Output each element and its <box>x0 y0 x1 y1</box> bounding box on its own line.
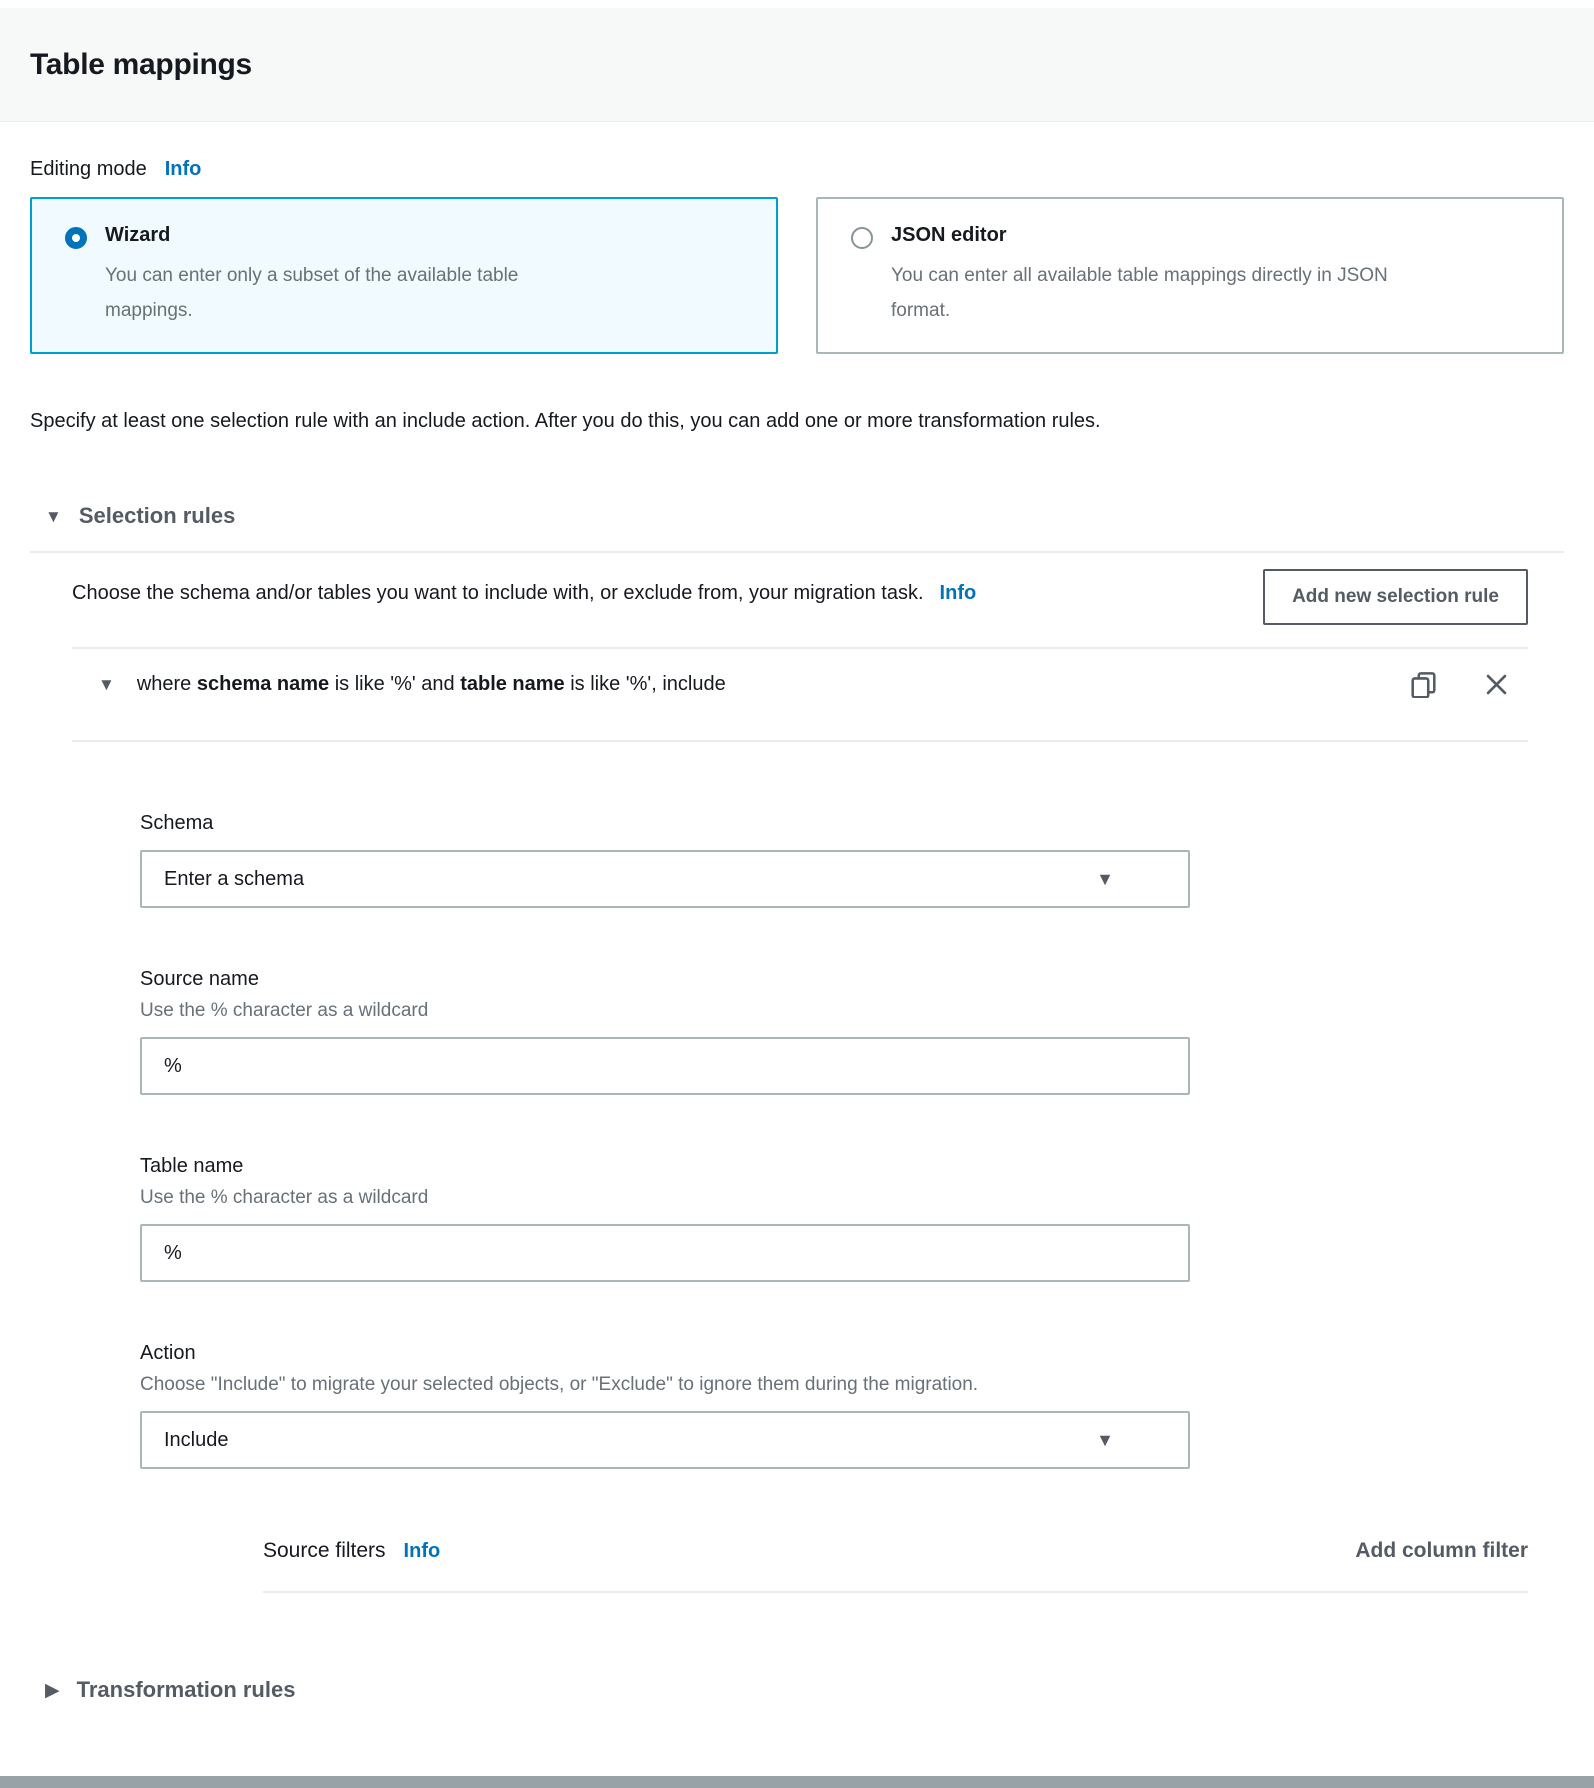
source-name-label: Source name <box>140 968 259 991</box>
action-label: Action <box>140 1342 196 1365</box>
source-name-hint: Use the % character as a wildcard <box>140 1000 429 1022</box>
rule-actions <box>1410 671 1524 698</box>
intro-text: Specify at least one selection rule with an include action. After you do this, you can add one or more transformation rules. <box>30 410 1101 433</box>
action-select[interactable] <box>140 1411 1190 1469</box>
json-editor-option-description: You can enter all available table mappings directly in JSON format. <box>891 265 1388 322</box>
add-new-selection-rule-button[interactable]: Add new selection rule <box>1263 569 1528 625</box>
rule-summary <box>137 673 1410 696</box>
wizard-option-text <box>105 224 585 328</box>
panel-header <box>0 8 1594 122</box>
wizard-option-tile[interactable] <box>30 197 778 354</box>
json-editor-option-tile[interactable] <box>816 197 1564 354</box>
editing-mode-label: Editing mode <box>30 158 147 180</box>
editing-mode-options <box>30 197 1564 354</box>
selection-rules-info-link[interactable]: Info <box>939 582 977 605</box>
rule-summary-schema-field: schema name <box>196 673 330 696</box>
add-column-filter-button[interactable]: Add column filter <box>1355 1539 1528 1563</box>
chevron-down-icon: ▼ <box>1096 868 1114 889</box>
rule-summary-part3: is like '%', include <box>564 673 726 696</box>
table-name-label: Table name <box>140 1155 244 1178</box>
source-filters-info-link[interactable]: Info <box>403 1540 441 1563</box>
rule-summary-table-field: table name <box>460 673 565 696</box>
table-mappings-panel <box>0 158 1594 1703</box>
transformation-rules-title: Transformation rules <box>76 1677 296 1703</box>
action-hint: Choose "Include" to migrate your selected objects, or "Exclude" to ignore them during the migration. <box>140 1374 979 1396</box>
caret-right-icon: ▶ <box>45 1679 60 1701</box>
selection-rules-description <box>72 575 976 611</box>
source-filters-label: Source filters <box>263 1539 386 1563</box>
json-editor-radio-unchecked[interactable] <box>851 227 873 249</box>
action-field-group <box>140 1342 1528 1469</box>
json-editor-option-title: JSON editor <box>891 224 1007 246</box>
section-divider <box>30 551 1564 553</box>
json-editor-option-text <box>891 224 1426 328</box>
copy-icon <box>1410 686 1437 701</box>
rule-caret-down-icon[interactable]: ▼ <box>98 675 115 695</box>
editing-mode-row <box>30 158 1564 181</box>
wizard-option-description: You can enter only a subset of the available table mappings. <box>105 265 519 322</box>
selection-rule-form <box>140 812 1528 1469</box>
schema-label: Schema <box>140 812 214 835</box>
duplicate-rule-button[interactable] <box>1410 671 1437 698</box>
source-filters-divider <box>263 1591 1528 1593</box>
chevron-down-icon: ▼ <box>1096 1429 1114 1450</box>
editing-mode-info-link[interactable]: Info <box>164 158 202 180</box>
remove-rule-button[interactable] <box>1483 671 1510 698</box>
wizard-option-title: Wizard <box>105 224 171 246</box>
rule-divider <box>72 740 1528 742</box>
source-filters-row <box>263 1539 1528 1563</box>
selection-rules-section-toggle[interactable] <box>30 503 1564 529</box>
transformation-rules-section-toggle[interactable] <box>30 1677 1564 1703</box>
selection-rules-description-row <box>72 569 1528 625</box>
caret-down-icon: ▼ <box>45 506 62 526</box>
wizard-radio-checked[interactable] <box>65 227 87 249</box>
selection-rule-row <box>72 649 1528 718</box>
selection-rules-title: Selection rules <box>78 503 236 529</box>
schema-field-group <box>140 812 1528 908</box>
selection-rules-body <box>72 569 1528 1593</box>
page-title: Table mappings <box>30 47 252 81</box>
schema-select[interactable] <box>140 850 1190 908</box>
footer-bar <box>0 1776 1594 1788</box>
source-name-field-group <box>140 968 1528 1095</box>
close-icon <box>1483 686 1510 701</box>
table-name-hint: Use the % character as a wildcard <box>140 1187 429 1209</box>
source-name-input[interactable] <box>140 1037 1190 1095</box>
action-select-value: Include <box>164 1428 229 1451</box>
table-name-field-group <box>140 1155 1528 1282</box>
rule-summary-part1: where <box>136 673 197 696</box>
table-name-input[interactable] <box>140 1224 1190 1282</box>
source-filters-heading <box>263 1539 440 1563</box>
schema-select-value: Enter a schema <box>164 867 305 890</box>
rule-summary-part2: is like '%' and <box>329 673 461 696</box>
selection-rules-description-text: Choose the schema and/or tables you want to include with, or exclude from, your migration task. <box>72 582 924 605</box>
source-filters-section <box>263 1539 1528 1593</box>
